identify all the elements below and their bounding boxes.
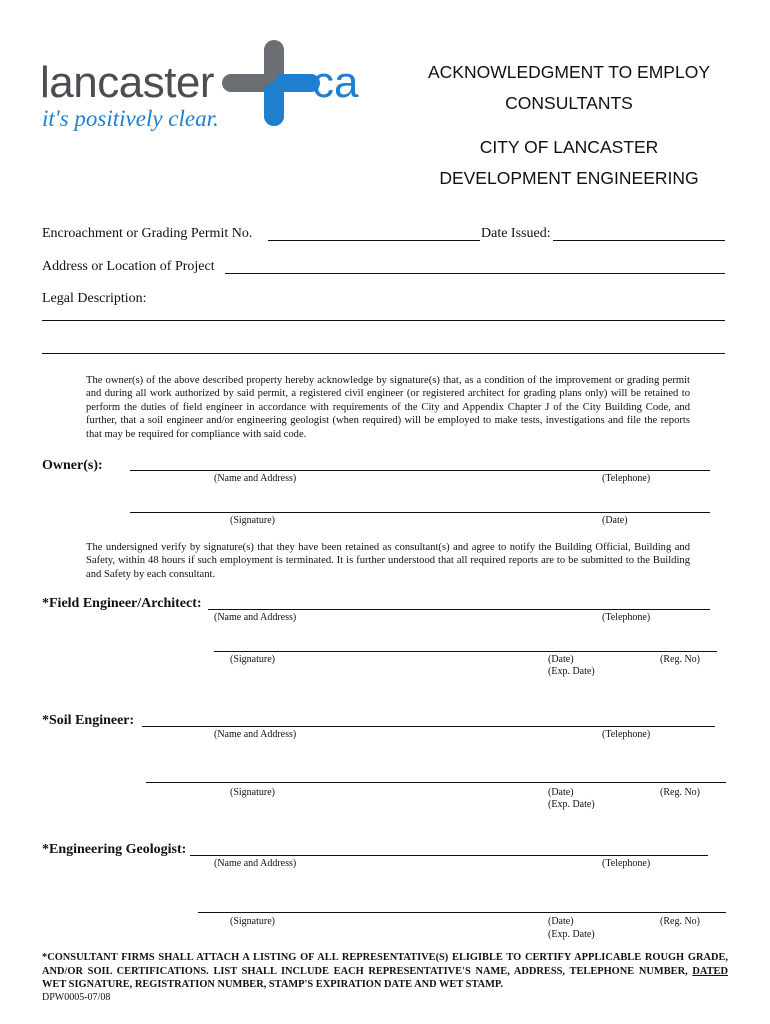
field-engineer-name-field[interactable]	[208, 609, 710, 610]
plus-logo-icon	[218, 38, 326, 130]
consultant-notice-text-2: WET SIGNATURE, REGISTRATION NUMBER, STAMP'S EXPIRATION DATE AND WET STAMP.	[42, 979, 503, 990]
owner-signature-field[interactable]	[130, 512, 710, 513]
geologist-name-caption: (Name and Address)	[214, 858, 297, 869]
soil-engineer-label: *Soil Engineer:	[42, 713, 135, 728]
owner-acknowledgment-text: The owner(s) of the above described property hereby acknowledge by signature(s) that, as a condition of the improvement or grading permit and during all work authorized by said permit, a registered civil engineer (or registered architect for grading plans only) will be retained to perform the duties of field engineer in accordance with requirements of the City and Appendix Chapter J of the City Building Code, and further, that a soil engineer and/or engineering geologist (when required) will be employed to make tests, investigations and file the reports that may be required for compliance with said code.	[86, 375, 690, 440]
geologist-signature-field[interactable]	[198, 912, 726, 913]
date-issued-label: Date Issued:	[481, 226, 551, 241]
soil-engineer-name-caption: (Name and Address)	[214, 729, 297, 740]
legal-description-line-2[interactable]	[42, 353, 725, 354]
legal-description-label: Legal Description:	[42, 291, 147, 306]
owner-signature-caption: (Signature)	[230, 515, 275, 526]
soil-engineer-signature-field[interactable]	[146, 782, 726, 783]
owner-name-field[interactable]	[130, 470, 710, 471]
project-address-field[interactable]	[225, 273, 725, 274]
project-address-label: Address or Location of Project	[42, 259, 215, 274]
geologist-signature-caption: (Signature)	[230, 916, 275, 927]
soil-engineer-reg-caption: (Reg. No)	[660, 787, 700, 798]
field-engineer-signature-field[interactable]	[214, 651, 717, 652]
legal-description-line-1[interactable]	[42, 320, 725, 321]
form-title-line1: ACKNOWLEDGMENT TO EMPLOY	[428, 62, 710, 82]
geologist-telephone-caption: (Telephone)	[602, 858, 651, 869]
field-engineer-name-caption: (Name and Address)	[214, 612, 297, 623]
geologist-reg-caption: (Reg. No)	[660, 916, 700, 927]
logo-name-right: ca	[312, 58, 359, 107]
org-title-line1: CITY OF LANCASTER	[479, 137, 659, 157]
soil-engineer-name-field[interactable]	[142, 726, 715, 727]
logo-tagline: it's positively clear.	[42, 106, 219, 131]
owner-telephone-caption: (Telephone)	[602, 473, 651, 484]
org-title-line2: DEVELOPMENT ENGINEERING	[439, 168, 699, 188]
field-engineer-reg-caption: (Reg. No)	[660, 654, 700, 665]
soil-engineer-signature-caption: (Signature)	[230, 787, 275, 798]
owner-date-caption: (Date)	[602, 515, 628, 526]
form-title-line2: CONSULTANTS	[505, 93, 633, 113]
permit-number-field[interactable]	[268, 240, 480, 241]
consultant-notice-text-1: *CONSULTANT FIRMS SHALL ATTACH A LISTING OF ALL REPRESENTATIVE(S) ELIGIBLE TO CERTIFY APPLICABLE ROUGH GRADE, AND/OR SOIL CERTIFICATIONS. LIST SHALL INCLUDE EACH REPRESENTATIVE'S NAME, ADDRESS, TELEPHONE NUMBER,	[42, 952, 728, 977]
owner-label: Owner(s):	[42, 458, 103, 473]
consultant-verification-text: The undersigned verify by signature(s) that they have been retained as consultant(s) and agree to notify the Building Official, Building and Safety, within 48 hours if such employment is terminated. It is further understood that all required reports are to be submitted to the Building and Safety by each consultant.	[86, 542, 690, 580]
soil-engineer-telephone-caption: (Telephone)	[602, 729, 651, 740]
geologist-exp-caption: (Exp. Date)	[548, 929, 595, 940]
date-issued-field[interactable]	[553, 240, 725, 241]
soil-engineer-date-caption: (Date)	[548, 787, 574, 798]
field-engineer-exp-caption: (Exp. Date)	[548, 666, 595, 677]
consultant-notice-dated: DATED	[692, 965, 728, 977]
geologist-name-field[interactable]	[190, 855, 708, 856]
field-engineer-label: *Field Engineer/Architect:	[42, 596, 202, 611]
soil-engineer-exp-caption: (Exp. Date)	[548, 799, 595, 810]
city-logo	[40, 38, 360, 138]
permit-number-label: Encroachment or Grading Permit No.	[42, 226, 253, 241]
geologist-date-caption: (Date)	[548, 916, 574, 927]
form-number: DPW0005-07/08	[42, 992, 111, 1003]
geologist-label: *Engineering Geologist:	[42, 842, 187, 857]
consultant-notice	[42, 951, 728, 992]
owner-name-caption: (Name and Address)	[214, 473, 297, 484]
logo-name-left: lancaster	[40, 58, 215, 107]
field-engineer-telephone-caption: (Telephone)	[602, 612, 651, 623]
field-engineer-signature-caption: (Signature)	[230, 654, 275, 665]
field-engineer-date-caption: (Date)	[548, 654, 574, 665]
